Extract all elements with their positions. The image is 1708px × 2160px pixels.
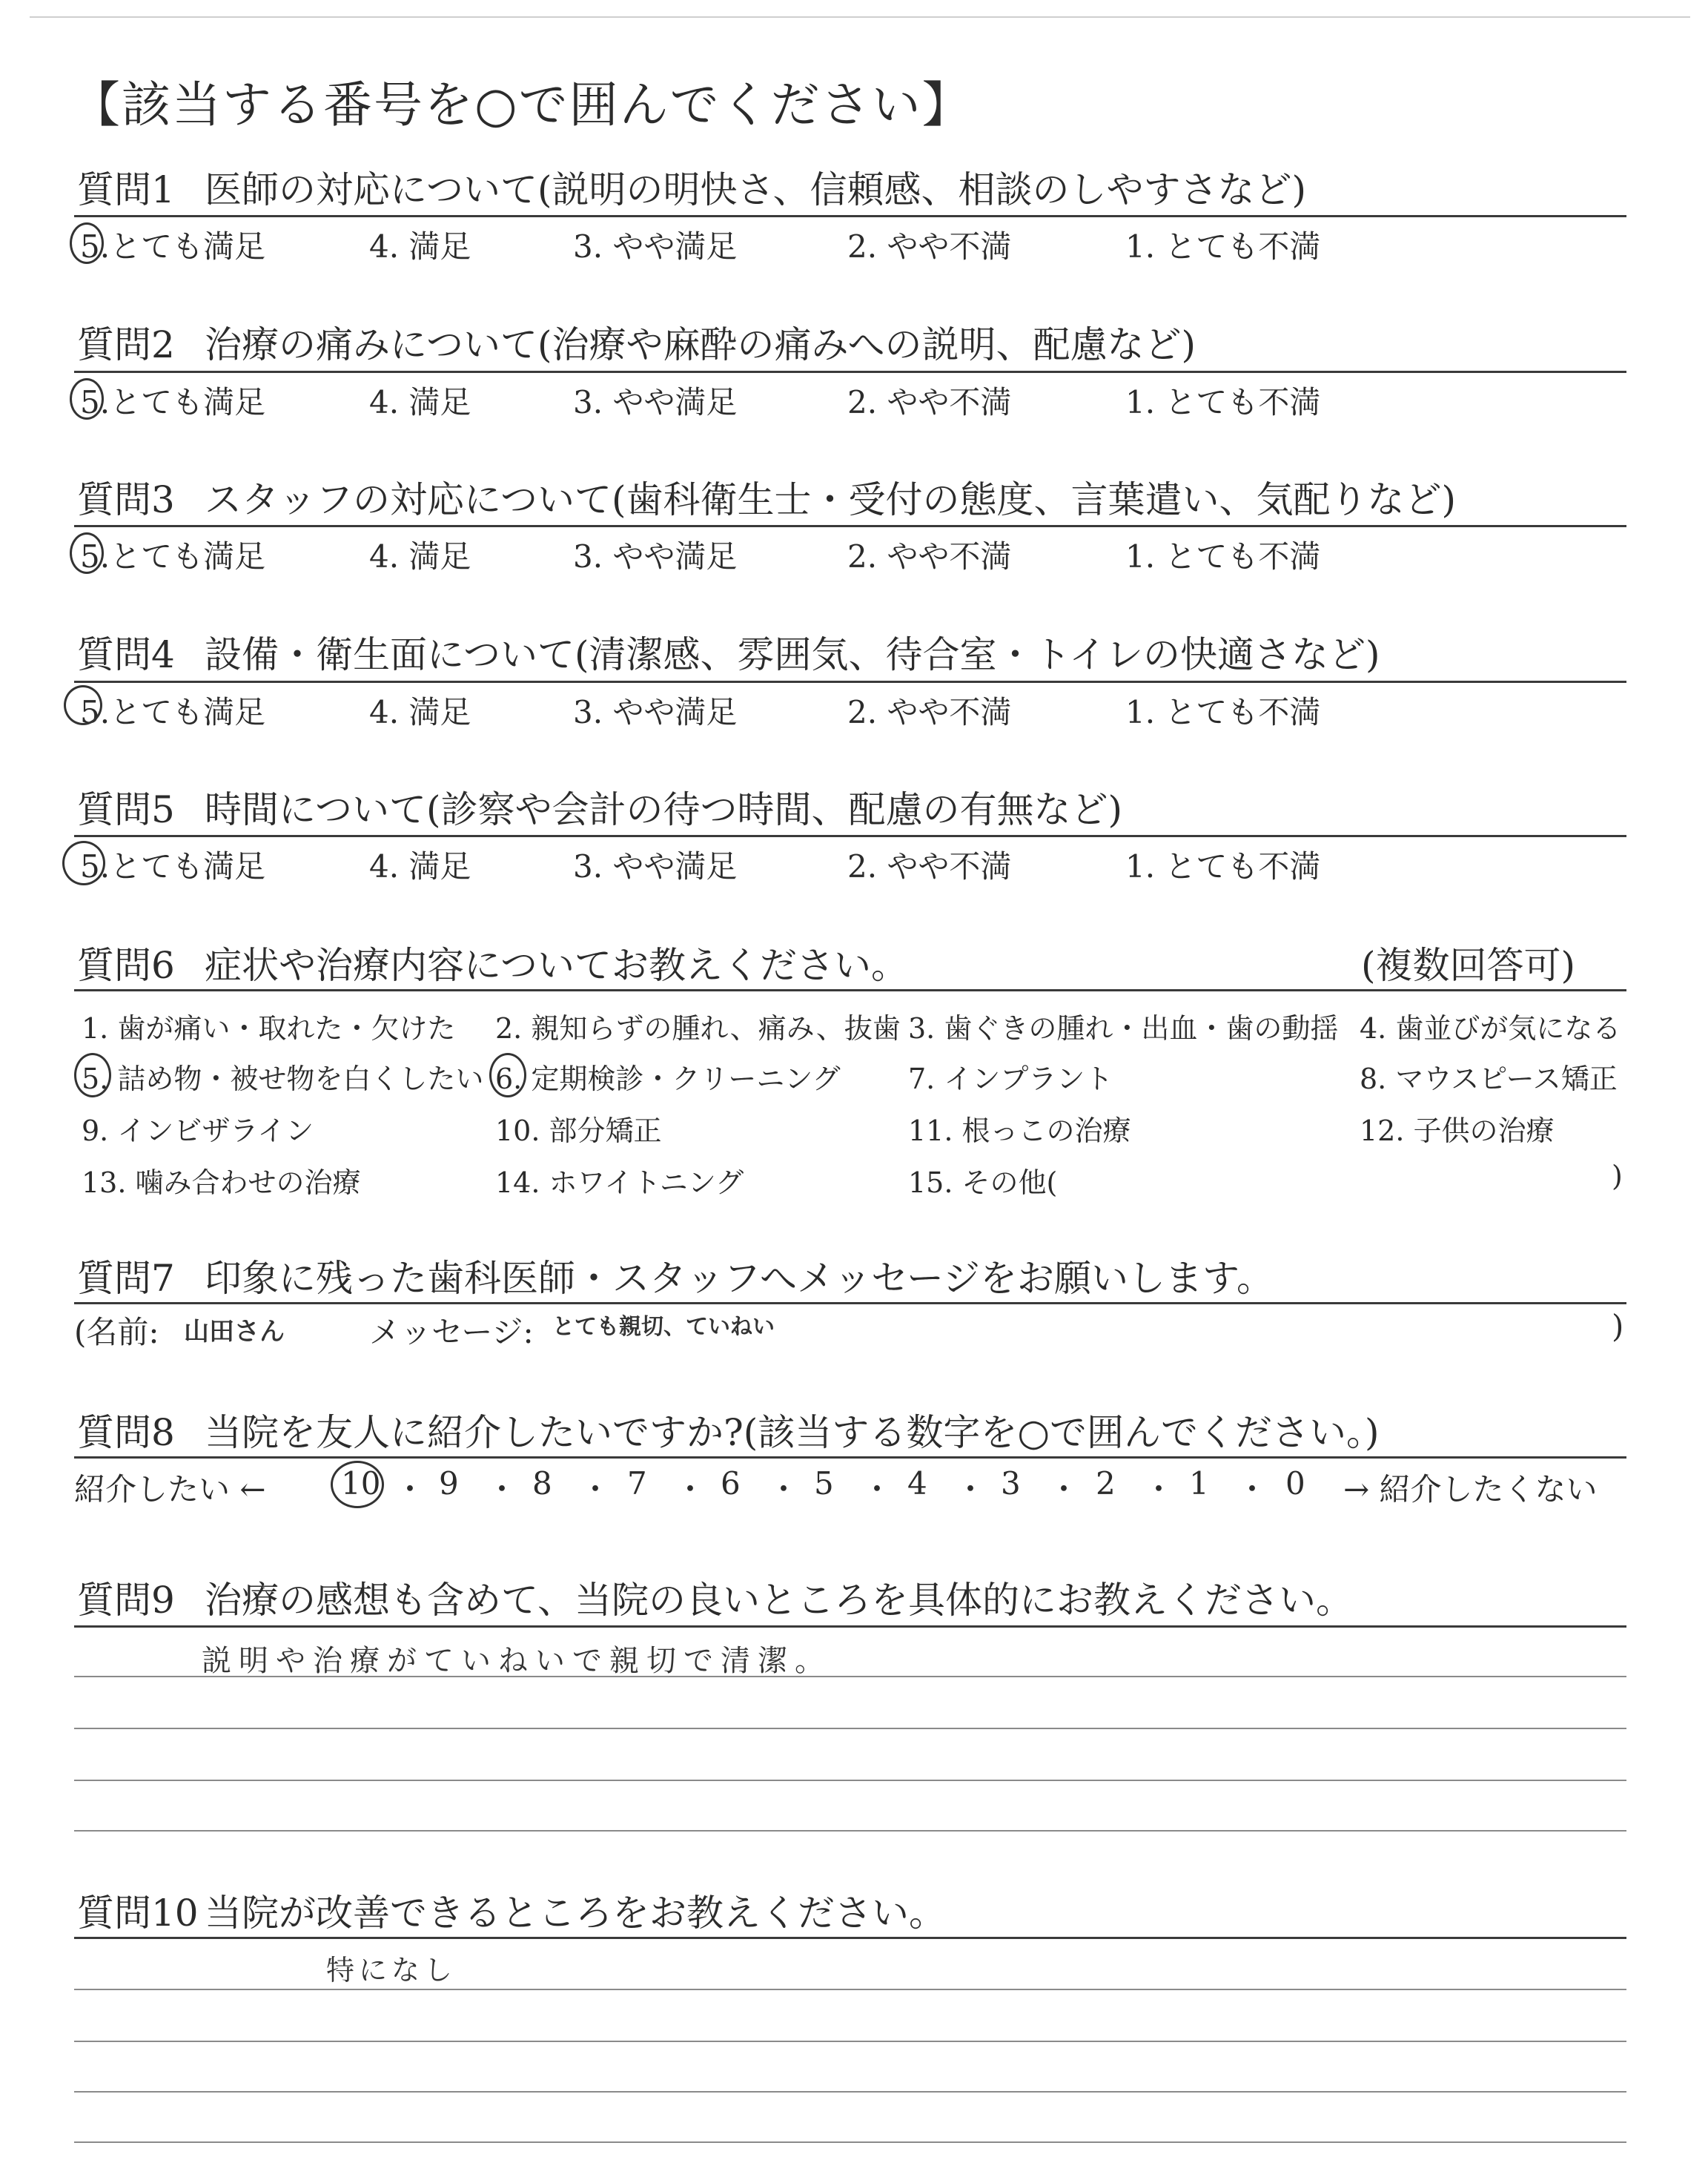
q3-option-3[interactable]: 3. やや満足 bbox=[573, 538, 738, 575]
q4-number: 質問4 bbox=[77, 633, 175, 676]
q4-option-2[interactable]: 2. やや不満 bbox=[847, 694, 1012, 730]
q9-text: 治療の感想も含めて、当院の良いところを具体的にお教えください。 bbox=[205, 1579, 1353, 1622]
q8-number: 質問8 bbox=[77, 1411, 175, 1454]
q8-left-label: 紹介したい ← bbox=[74, 1471, 266, 1507]
q6-item-15[interactable]: 15. その他( bbox=[908, 1166, 1058, 1199]
q4-option-4[interactable]: 4. 満足 bbox=[369, 694, 471, 730]
q9-answer-line bbox=[74, 1780, 1626, 1781]
q8-dot: ・ bbox=[1048, 1471, 1080, 1507]
q4-text: 設備・衛生面について(清潔感、雰囲気、待合室・トイレの快適さなど) bbox=[205, 633, 1380, 676]
page-title: 【該当する番号を○で囲んでください】 bbox=[71, 76, 973, 133]
q1-selected-circle bbox=[70, 222, 104, 264]
q10-answer-line bbox=[74, 2141, 1626, 2143]
q8-scale-6[interactable]: 6 bbox=[721, 1465, 741, 1502]
q6-item-15-close: ) bbox=[1612, 1160, 1623, 1192]
q6-text: 症状や治療内容についてお教えください。 bbox=[205, 944, 908, 987]
q6-item-10[interactable]: 10. 部分矯正 bbox=[495, 1114, 662, 1147]
q8-scale-4[interactable]: 4 bbox=[907, 1465, 927, 1502]
q3-rule bbox=[74, 525, 1626, 527]
q6-item-9[interactable]: 9. インビザライン bbox=[82, 1114, 314, 1147]
q5-option-3[interactable]: 3. やや満足 bbox=[573, 848, 738, 885]
q9-answer-line bbox=[74, 1830, 1626, 1832]
q1-option-4[interactable]: 4. 満足 bbox=[369, 228, 471, 265]
q8-dot: ・ bbox=[1143, 1471, 1175, 1507]
q2-option-5[interactable]: 5.とても満足 bbox=[80, 384, 266, 420]
q1-option-1[interactable]: 1. とても不満 bbox=[1125, 228, 1321, 265]
q6-item-1[interactable]: 1. 歯が痛い・取れた・欠けた bbox=[82, 1012, 456, 1045]
q8-dot: ・ bbox=[768, 1471, 800, 1507]
q2-option-4[interactable]: 4. 満足 bbox=[369, 384, 471, 420]
q3-option-2[interactable]: 2. やや不満 bbox=[847, 538, 1012, 575]
q6-item-7[interactable]: 7. インプラント bbox=[908, 1063, 1113, 1095]
q2-heading bbox=[77, 315, 1196, 369]
q3-number: 質問3 bbox=[77, 478, 175, 521]
q8-scale-1[interactable]: 1 bbox=[1189, 1465, 1209, 1502]
q6-multiple-note: (複数回答可) bbox=[1361, 944, 1576, 987]
q10-rule bbox=[74, 1937, 1626, 1939]
q3-selected-circle bbox=[70, 532, 104, 574]
q8-dot: ・ bbox=[675, 1471, 706, 1507]
q2-number: 質問2 bbox=[77, 323, 175, 366]
q6-item-14[interactable]: 14. ホワイトニング bbox=[495, 1166, 744, 1199]
q6-rule bbox=[74, 989, 1626, 991]
q9-answer[interactable]: 説明や治療がていねいで親切で清潔。 bbox=[202, 1644, 832, 1678]
q6-item-5-circle bbox=[74, 1053, 111, 1097]
q10-number: 質問10 bbox=[77, 1892, 199, 1935]
q8-scale-3[interactable]: 3 bbox=[1001, 1465, 1021, 1502]
q4-option-5[interactable]: 5.とても満足 bbox=[80, 694, 266, 730]
q7-close-paren: ) bbox=[1612, 1308, 1624, 1344]
q8-dot: ・ bbox=[955, 1471, 987, 1507]
q7-number: 質問7 bbox=[77, 1257, 175, 1300]
q10-answer-line bbox=[74, 2041, 1626, 2042]
q6-item-11[interactable]: 11. 根っこの治療 bbox=[908, 1114, 1131, 1147]
q8-dot: ・ bbox=[394, 1471, 426, 1507]
q5-rule bbox=[74, 835, 1626, 837]
q6-item-6-circle bbox=[489, 1053, 526, 1097]
q3-option-1[interactable]: 1. とても不満 bbox=[1125, 538, 1321, 575]
q2-option-3[interactable]: 3. やや満足 bbox=[573, 384, 738, 420]
q8-selected-circle bbox=[331, 1461, 384, 1508]
q10-answer-line bbox=[74, 1989, 1626, 1990]
q1-number: 質問1 bbox=[77, 168, 175, 211]
q2-option-2[interactable]: 2. やや不満 bbox=[847, 384, 1012, 420]
q4-option-3[interactable]: 3. やや満足 bbox=[573, 694, 738, 730]
q5-number: 質問5 bbox=[77, 788, 175, 831]
q4-selected-circle bbox=[64, 685, 102, 725]
q9-answer-line bbox=[74, 1676, 1626, 1677]
q4-option-1[interactable]: 1. とても不満 bbox=[1125, 694, 1321, 730]
q8-scale-10[interactable]: 10 bbox=[341, 1465, 381, 1502]
q6-item-5[interactable]: 5. 詰め物・被せ物を白くしたい bbox=[82, 1063, 484, 1095]
q6-item-3[interactable]: 3. 歯ぐきの腫れ・出血・歯の動揺 bbox=[908, 1012, 1339, 1045]
q5-heading bbox=[77, 780, 1122, 833]
q1-option-2[interactable]: 2. やや不満 bbox=[847, 228, 1012, 265]
q1-option-5[interactable]: 5.とても満足 bbox=[80, 228, 266, 265]
q6-item-6[interactable]: 6. 定期検診・クリーニング bbox=[495, 1063, 841, 1095]
q8-dot: ・ bbox=[486, 1471, 518, 1507]
q9-answer-line bbox=[74, 1728, 1626, 1729]
q1-heading bbox=[77, 160, 1306, 214]
q10-text: 当院が改善できるところをお教えください。 bbox=[205, 1892, 946, 1935]
page-top-edge bbox=[30, 16, 1690, 18]
q5-selected-circle bbox=[62, 841, 105, 885]
q2-option-1[interactable]: 1. とても不満 bbox=[1125, 384, 1321, 420]
q2-text: 治療の痛みについて(治療や麻酔の痛みへの説明、配慮など) bbox=[205, 323, 1196, 366]
q10-heading bbox=[77, 1883, 946, 1937]
q8-scale-2[interactable]: 2 bbox=[1096, 1465, 1116, 1502]
q6-heading bbox=[77, 936, 908, 989]
q7-heading bbox=[77, 1249, 1274, 1302]
q10-answer-line bbox=[74, 2091, 1626, 2093]
q7-name-value[interactable]: 山田さん bbox=[184, 1317, 285, 1347]
q3-option-5[interactable]: 5.とても満足 bbox=[80, 538, 266, 575]
q5-option-1[interactable]: 1. とても不満 bbox=[1125, 848, 1321, 885]
q6-number: 質問6 bbox=[77, 944, 175, 987]
q6-item-2[interactable]: 2. 親知らずの腫れ、痛み、抜歯 bbox=[495, 1012, 901, 1045]
q7-message-label: メッセージ: bbox=[369, 1314, 534, 1350]
q8-dot: ・ bbox=[861, 1471, 893, 1507]
q8-scale-7[interactable]: 7 bbox=[627, 1465, 647, 1502]
q9-heading bbox=[77, 1571, 1353, 1624]
q8-scale-8[interactable]: 8 bbox=[532, 1465, 552, 1502]
q6-item-8[interactable]: 8. マウスピース矯正 bbox=[1360, 1063, 1618, 1095]
q7-rule bbox=[74, 1302, 1626, 1304]
q5-option-4[interactable]: 4. 満足 bbox=[369, 848, 471, 885]
q5-text: 時間について(診察や会計の待つ時間、配慮の有無など) bbox=[205, 788, 1123, 831]
q9-number: 質問9 bbox=[77, 1579, 175, 1622]
q8-right-label: → 紹介したくない bbox=[1343, 1471, 1598, 1507]
q8-scale-0[interactable]: 0 bbox=[1285, 1465, 1305, 1502]
q8-heading bbox=[77, 1403, 1379, 1456]
q6-item-13[interactable]: 13. 噛み合わせの治療 bbox=[82, 1166, 361, 1199]
q9-rule bbox=[74, 1625, 1626, 1628]
q4-rule bbox=[74, 681, 1626, 683]
q7-text: 印象に残った歯科医師・スタッフへメッセージをお願いします。 bbox=[205, 1257, 1274, 1300]
q5-option-5[interactable]: 5.とても満足 bbox=[80, 848, 266, 885]
q8-scale-9[interactable]: 9 bbox=[439, 1465, 459, 1502]
q3-heading bbox=[77, 470, 1456, 524]
q1-option-3[interactable]: 3. やや満足 bbox=[573, 228, 738, 265]
q6-item-4[interactable]: 4. 歯並びが気になる bbox=[1360, 1012, 1621, 1045]
q1-rule bbox=[74, 215, 1626, 217]
q8-rule bbox=[74, 1456, 1626, 1459]
q5-option-2[interactable]: 2. やや不満 bbox=[847, 848, 1012, 885]
q6-item-12[interactable]: 12. 子供の治療 bbox=[1360, 1114, 1555, 1147]
q1-text: 医師の対応について(説明の明快さ、信頼感、相談のしやすさなど) bbox=[205, 168, 1307, 211]
q8-scale-5[interactable]: 5 bbox=[814, 1465, 834, 1502]
q10-answer[interactable]: 特になし bbox=[326, 1954, 457, 1986]
q7-name-label: (名前: bbox=[74, 1314, 159, 1350]
q4-heading bbox=[77, 625, 1380, 678]
q2-rule bbox=[74, 371, 1626, 373]
q8-text: 当院を友人に紹介したいですか?(該当する数字を○で囲んでください。) bbox=[205, 1411, 1380, 1454]
q3-text: スタッフの対応について(歯科衛生士・受付の態度、言葉遣い、気配りなど) bbox=[205, 478, 1457, 521]
q3-option-4[interactable]: 4. 満足 bbox=[369, 538, 471, 575]
q7-message-value[interactable]: とても親切、ていねい bbox=[552, 1314, 775, 1340]
q8-dot: ・ bbox=[580, 1471, 612, 1507]
q2-selected-circle bbox=[70, 378, 104, 420]
q8-dot: ・ bbox=[1237, 1471, 1268, 1507]
